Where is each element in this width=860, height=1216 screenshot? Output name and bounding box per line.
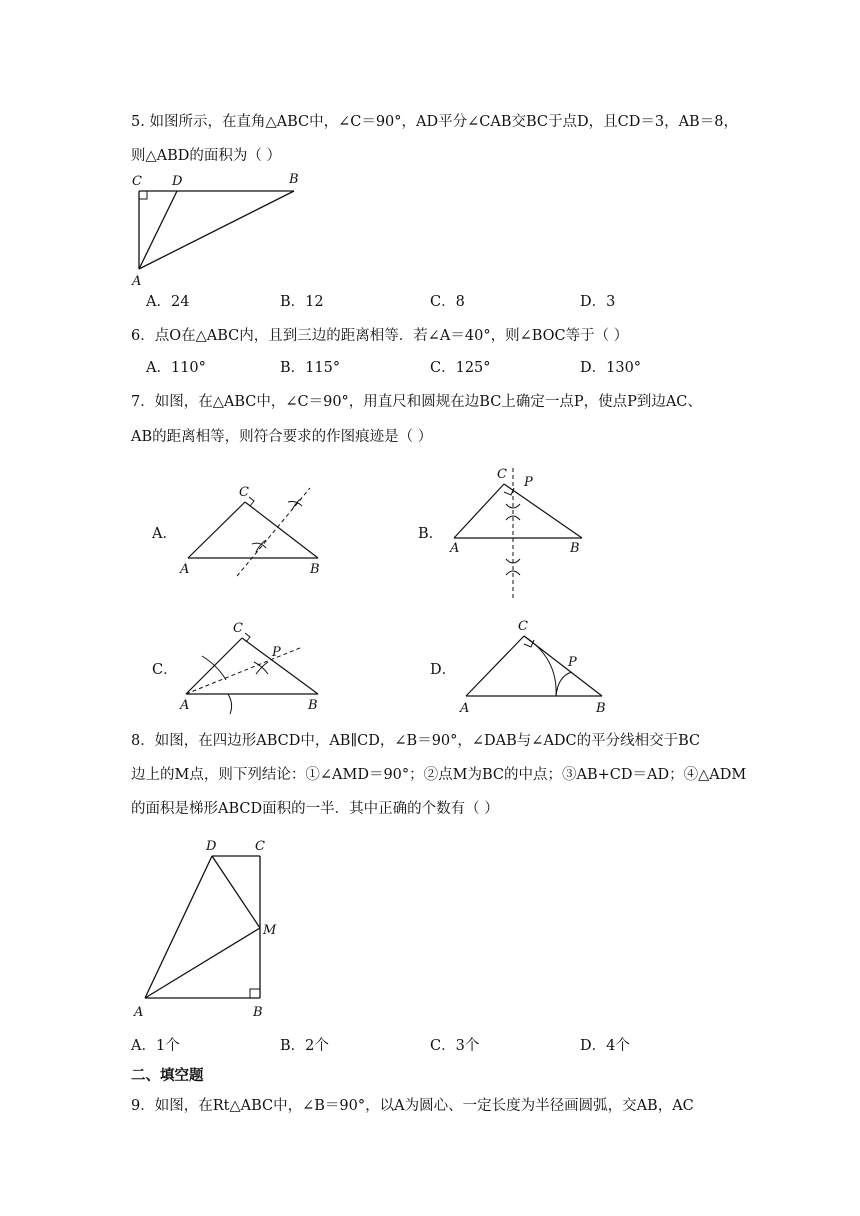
- q5-label-b: B: [289, 172, 299, 187]
- q7c-label-c: C: [233, 621, 243, 636]
- q7a-label-a: A: [180, 562, 190, 577]
- q7b-label-c: C: [497, 467, 507, 482]
- q7b-label-b: B: [570, 541, 580, 556]
- q7-option-b-label[interactable]: B．: [418, 526, 444, 542]
- q7-figure-a[interactable]: [170, 480, 330, 580]
- q8-option-b[interactable]: B．2个: [280, 1038, 329, 1054]
- q8-figure: [130, 832, 300, 1022]
- q8-label-b: B: [253, 1005, 263, 1020]
- q8-option-a[interactable]: A．1个: [131, 1038, 180, 1054]
- q8-text-line2: 边上的M点，则下列结论：①∠AMD＝90°；②点M为BC的中点；③AB+CD＝AD；④△ADM: [131, 767, 747, 783]
- q9-text-line1: 9．如图，在Rt△ABC中，∠B＝90°，以A为圆心、一定长度为半径画圆弧，交AB，AC: [131, 1098, 694, 1114]
- q7-figure-b[interactable]: [440, 462, 600, 602]
- q7b-label-p: P: [524, 475, 533, 490]
- q5-label-c: C: [132, 174, 142, 189]
- q7-option-a-label[interactable]: A．: [152, 526, 177, 542]
- q5-label-d: D: [172, 174, 183, 189]
- q7-option-d-label[interactable]: D．: [430, 662, 457, 678]
- q5-option-b[interactable]: B．12: [280, 294, 324, 310]
- q8-text-line1: 8．如图，在四边形ABCD中，AB∥CD，∠B＝90°，∠DAB与∠ADC的平分线相交于BC: [131, 733, 701, 749]
- q5-option-a[interactable]: A．24: [146, 294, 190, 310]
- q7d-label-c: C: [518, 619, 528, 634]
- q7-text-line2: AB的距离相等，则符合要求的作图痕迹是（ ）: [131, 429, 433, 445]
- q5-text-line1: 5. 如图所示，在直角△ABC中，∠C＝90°，AD平分∠CAB交BC于点D，且CD＝3，AB＝8，: [131, 114, 738, 130]
- q8-text-line3: 的面积是梯形ABCD面积的一半．其中正确的个数有（ ）: [131, 801, 499, 817]
- q7d-label-a: A: [460, 701, 470, 716]
- q6-option-b[interactable]: B．115°: [280, 360, 341, 376]
- q8-option-c[interactable]: C．3个: [430, 1038, 480, 1054]
- q8-option-d[interactable]: D．4个: [580, 1038, 630, 1054]
- q8-label-c: C: [255, 839, 265, 854]
- q5-label-a: A: [132, 274, 142, 289]
- q7-figure-d[interactable]: [450, 616, 620, 716]
- q5-option-d[interactable]: D．3: [580, 294, 616, 310]
- q7-option-c-label[interactable]: C．: [152, 662, 178, 678]
- q7c-label-a: A: [180, 698, 190, 713]
- q6-option-c[interactable]: C．125°: [430, 360, 491, 376]
- q7-figure-c[interactable]: [170, 618, 330, 718]
- q6-text-line1: 6．点O在△ABC内，且到三边的距离相等．若∠A＝40°，则∠BOC等于（ ）: [131, 328, 629, 344]
- q7d-label-b: B: [596, 701, 606, 716]
- q7-text-line1: 7．如图，在△ABC中，∠C＝90°，用直尺和圆规在边BC上确定一点P，使点P到边AC、: [131, 394, 702, 410]
- q5-text-line2: 则△ABD的面积为（ ）: [131, 148, 282, 164]
- q7a-label-c: C: [239, 485, 249, 500]
- q8-label-m: M: [263, 923, 277, 938]
- q7d-label-p: P: [568, 655, 577, 670]
- q8-label-d: D: [206, 839, 217, 854]
- q8-label-a: A: [134, 1005, 144, 1020]
- q5-figure: [120, 165, 320, 290]
- q7c-label-p: P: [272, 645, 281, 660]
- q6-option-d[interactable]: D．130°: [580, 360, 642, 376]
- q5-option-c[interactable]: C．8: [430, 294, 465, 310]
- section-heading-fill-in: 二、填空题: [131, 1067, 204, 1084]
- q7c-label-b: B: [308, 698, 318, 713]
- q6-option-a[interactable]: A．110°: [146, 360, 206, 376]
- q7a-label-b: B: [310, 562, 320, 577]
- q7b-label-a: A: [450, 541, 460, 556]
